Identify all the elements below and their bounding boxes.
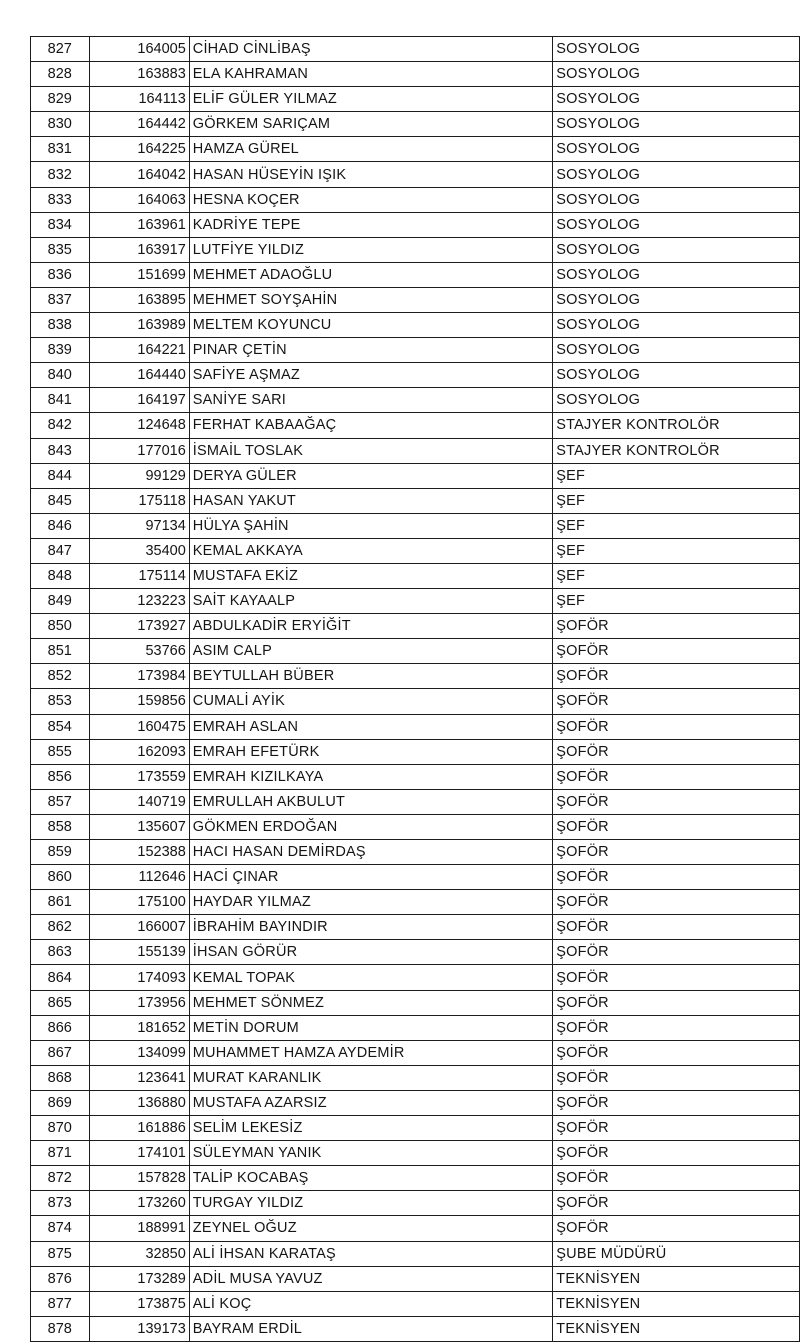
table-row [31,438,800,463]
registry-id-cell: 164221 [89,338,189,363]
table-row [31,1141,800,1166]
row-number-cell: 833 [31,187,90,212]
table-body [31,37,800,1342]
person-name-cell: SANİYE SARI [189,388,553,413]
person-name-cell: HÜLYA ŞAHİN [189,513,553,538]
table-row [31,87,800,112]
row-number-cell: 853 [31,689,90,714]
row-number-cell: 850 [31,614,90,639]
person-name-cell: ELİF GÜLER YILMAZ [189,87,553,112]
person-name-cell: CUMALİ AYİK [189,689,553,714]
row-number-cell: 868 [31,1065,90,1090]
registry-id-cell: 175118 [89,488,189,513]
job-title-cell: ŞOFÖR [553,890,800,915]
table-row [31,287,800,312]
registry-id-cell: 35400 [89,538,189,563]
job-title-cell: SOSYOLOG [553,37,800,62]
person-name-cell: ASIM CALP [189,639,553,664]
table-row [31,1241,800,1266]
job-title-cell: ŞOFÖR [553,940,800,965]
registry-id-cell: 164197 [89,388,189,413]
table-row [31,789,800,814]
person-name-cell: BEYTULLAH BÜBER [189,664,553,689]
row-number-cell: 860 [31,865,90,890]
row-number-cell: 829 [31,87,90,112]
table-row [31,840,800,865]
registry-id-cell: 163883 [89,62,189,87]
table-row [31,563,800,588]
row-number-cell: 836 [31,262,90,287]
job-title-cell: ŞEF [553,488,800,513]
table-row [31,1065,800,1090]
job-title-cell: ŞOFÖR [553,965,800,990]
job-title-cell: STAJYER KONTROLÖR [553,413,800,438]
job-title-cell: ŞOFÖR [553,1166,800,1191]
job-title-cell: TEKNİSYEN [553,1291,800,1316]
row-number-cell: 845 [31,488,90,513]
registry-id-cell: 163917 [89,237,189,262]
row-number-cell: 851 [31,639,90,664]
registry-id-cell: 123641 [89,1065,189,1090]
registry-id-cell: 173559 [89,764,189,789]
row-number-cell: 835 [31,237,90,262]
table-row [31,237,800,262]
row-number-cell: 863 [31,940,90,965]
table-row [31,739,800,764]
table-row [31,488,800,513]
job-title-cell: ŞOFÖR [553,714,800,739]
person-name-cell: İSMAİL TOSLAK [189,438,553,463]
row-number-cell: 842 [31,413,90,438]
row-number-cell: 828 [31,62,90,87]
table-row [31,162,800,187]
job-title-cell: SOSYOLOG [553,388,800,413]
person-name-cell: MEHMET SOYŞAHİN [189,287,553,312]
registry-id-cell: 163961 [89,212,189,237]
row-number-cell: 837 [31,287,90,312]
registry-id-cell: 173289 [89,1266,189,1291]
row-number-cell: 876 [31,1266,90,1291]
table-row [31,1291,800,1316]
row-number-cell: 840 [31,363,90,388]
row-number-cell: 841 [31,388,90,413]
job-title-cell: ŞOFÖR [553,840,800,865]
registry-id-cell: 53766 [89,639,189,664]
table-row [31,212,800,237]
job-title-cell: SOSYOLOG [553,212,800,237]
registry-id-cell: 160475 [89,714,189,739]
person-name-cell: GÖRKEM SARIÇAM [189,112,553,137]
table-row [31,689,800,714]
registry-id-cell: 175114 [89,563,189,588]
table-row [31,187,800,212]
registry-id-cell: 173927 [89,614,189,639]
person-name-cell: ZEYNEL OĞUZ [189,1216,553,1241]
registry-id-cell: 164442 [89,112,189,137]
table-row [31,338,800,363]
person-name-cell: PINAR ÇETİN [189,338,553,363]
registry-id-cell: 164440 [89,363,189,388]
registry-id-cell: 163989 [89,313,189,338]
table-row [31,865,800,890]
registry-id-cell: 163895 [89,287,189,312]
registry-id-cell: 173984 [89,664,189,689]
job-title-cell: ŞEF [553,563,800,588]
person-name-cell: DERYA GÜLER [189,463,553,488]
table-row [31,814,800,839]
row-number-cell: 858 [31,814,90,839]
person-name-cell: ALİ İHSAN KARATAŞ [189,1241,553,1266]
registry-id-cell: 174101 [89,1141,189,1166]
row-number-cell: 870 [31,1116,90,1141]
job-title-cell: ŞEF [553,538,800,563]
person-name-cell: EMRAH ASLAN [189,714,553,739]
person-name-cell: MUSTAFA AZARSIZ [189,1090,553,1115]
person-name-cell: BAYRAM ERDİL [189,1316,553,1341]
table-row [31,1116,800,1141]
row-number-cell: 877 [31,1291,90,1316]
job-title-cell: ŞOFÖR [553,789,800,814]
row-number-cell: 866 [31,1015,90,1040]
job-title-cell: ŞOFÖR [553,814,800,839]
table-row [31,538,800,563]
job-title-cell: SOSYOLOG [553,262,800,287]
person-name-cell: HACI HASAN DEMİRDAŞ [189,840,553,865]
table-row [31,890,800,915]
person-name-cell: MUHAMMET HAMZA AYDEMİR [189,1040,553,1065]
job-title-cell: ŞOFÖR [553,915,800,940]
registry-id-cell: 155139 [89,940,189,965]
registry-id-cell: 164042 [89,162,189,187]
person-name-cell: ALİ KOÇ [189,1291,553,1316]
row-number-cell: 846 [31,513,90,538]
person-name-cell: MEHMET SÖNMEZ [189,990,553,1015]
row-number-cell: 852 [31,664,90,689]
table-row [31,137,800,162]
person-name-cell: EMRAH KIZILKAYA [189,764,553,789]
registry-id-cell: 135607 [89,814,189,839]
job-title-cell: SOSYOLOG [553,112,800,137]
table-row [31,714,800,739]
row-number-cell: 847 [31,538,90,563]
person-name-cell: HESNA KOÇER [189,187,553,212]
job-title-cell: ŞOFÖR [553,1065,800,1090]
row-number-cell: 838 [31,313,90,338]
row-number-cell: 855 [31,739,90,764]
registry-id-cell: 173956 [89,990,189,1015]
job-title-cell: ŞEF [553,463,800,488]
person-name-cell: MEHMET ADAOĞLU [189,262,553,287]
row-number-cell: 869 [31,1090,90,1115]
row-number-cell: 875 [31,1241,90,1266]
row-number-cell: 859 [31,840,90,865]
person-name-cell: TALİP KOCABAŞ [189,1166,553,1191]
table-row [31,990,800,1015]
job-title-cell: SOSYOLOG [553,62,800,87]
row-number-cell: 830 [31,112,90,137]
table-row [31,363,800,388]
job-title-cell: ŞOFÖR [553,689,800,714]
person-name-cell: SAFİYE AŞMAZ [189,363,553,388]
table-row [31,262,800,287]
row-number-cell: 843 [31,438,90,463]
registry-id-cell: 161886 [89,1116,189,1141]
personnel-table [30,36,800,1342]
person-name-cell: KEMAL AKKAYA [189,538,553,563]
table-row [31,1216,800,1241]
row-number-cell: 849 [31,589,90,614]
person-name-cell: SAİT KAYAALP [189,589,553,614]
registry-id-cell: 164225 [89,137,189,162]
table-row [31,37,800,62]
registry-id-cell: 164113 [89,87,189,112]
registry-id-cell: 164005 [89,37,189,62]
row-number-cell: 857 [31,789,90,814]
registry-id-cell: 174093 [89,965,189,990]
person-name-cell: FERHAT KABAAĞAÇ [189,413,553,438]
job-title-cell: TEKNİSYEN [553,1266,800,1291]
job-title-cell: SOSYOLOG [553,187,800,212]
job-title-cell: SOSYOLOG [553,338,800,363]
table-row [31,965,800,990]
job-title-cell: ŞOFÖR [553,1191,800,1216]
job-title-cell: ŞOFÖR [553,1015,800,1040]
job-title-cell: TEKNİSYEN [553,1316,800,1341]
table-row [31,388,800,413]
table-row [31,112,800,137]
job-title-cell: STAJYER KONTROLÖR [553,438,800,463]
person-name-cell: CİHAD CİNLİBAŞ [189,37,553,62]
registry-id-cell: 140719 [89,789,189,814]
row-number-cell: 872 [31,1166,90,1191]
person-name-cell: İHSAN GÖRÜR [189,940,553,965]
table-row [31,639,800,664]
job-title-cell: SOSYOLOG [553,313,800,338]
registry-id-cell: 162093 [89,739,189,764]
registry-id-cell: 139173 [89,1316,189,1341]
table-row [31,1266,800,1291]
table-row [31,764,800,789]
person-name-cell: HASAN YAKUT [189,488,553,513]
person-name-cell: ELA KAHRAMAN [189,62,553,87]
job-title-cell: ŞOFÖR [553,664,800,689]
job-title-cell: ŞEF [553,513,800,538]
person-name-cell: TURGAY YILDIZ [189,1191,553,1216]
person-name-cell: İBRAHİM BAYINDIR [189,915,553,940]
registry-id-cell: 123223 [89,589,189,614]
table-row [31,413,800,438]
registry-id-cell: 157828 [89,1166,189,1191]
table-row [31,589,800,614]
table-row [31,513,800,538]
registry-id-cell: 175100 [89,890,189,915]
job-title-cell: SOSYOLOG [553,237,800,262]
job-title-cell: ŞOFÖR [553,739,800,764]
registry-id-cell: 32850 [89,1241,189,1266]
registry-id-cell: 152388 [89,840,189,865]
job-title-cell: SOSYOLOG [553,87,800,112]
job-title-cell: ŞOFÖR [553,639,800,664]
person-name-cell: LUTFİYE YILDIZ [189,237,553,262]
table-row [31,1040,800,1065]
table-row [31,915,800,940]
job-title-cell: SOSYOLOG [553,162,800,187]
registry-id-cell: 136880 [89,1090,189,1115]
row-number-cell: 874 [31,1216,90,1241]
person-name-cell: SELİM LEKESİZ [189,1116,553,1141]
table-row [31,1015,800,1040]
job-title-cell: ŞUBE MÜDÜRÜ [553,1241,800,1266]
person-name-cell: HAYDAR YILMAZ [189,890,553,915]
registry-id-cell: 166007 [89,915,189,940]
job-title-cell: ŞOFÖR [553,990,800,1015]
table-row [31,1090,800,1115]
registry-id-cell: 159856 [89,689,189,714]
job-title-cell: SOSYOLOG [553,137,800,162]
registry-id-cell: 112646 [89,865,189,890]
table-row [31,313,800,338]
person-name-cell: KEMAL TOPAK [189,965,553,990]
job-title-cell: SOSYOLOG [553,363,800,388]
row-number-cell: 878 [31,1316,90,1341]
person-name-cell: METİN DORUM [189,1015,553,1040]
registry-id-cell: 151699 [89,262,189,287]
row-number-cell: 831 [31,137,90,162]
job-title-cell: ŞOFÖR [553,1040,800,1065]
person-name-cell: SÜLEYMAN YANIK [189,1141,553,1166]
job-title-cell: ŞOFÖR [553,1216,800,1241]
person-name-cell: EMRULLAH AKBULUT [189,789,553,814]
person-name-cell: EMRAH EFETÜRK [189,739,553,764]
person-name-cell: KADRİYE TEPE [189,212,553,237]
job-title-cell: ŞEF [553,589,800,614]
job-title-cell: ŞOFÖR [553,1090,800,1115]
table-row [31,614,800,639]
registry-id-cell: 164063 [89,187,189,212]
registry-id-cell: 188991 [89,1216,189,1241]
person-name-cell: MELTEM KOYUNCU [189,313,553,338]
row-number-cell: 854 [31,714,90,739]
row-number-cell: 848 [31,563,90,588]
table-row [31,664,800,689]
table-row [31,1166,800,1191]
registry-id-cell: 99129 [89,463,189,488]
person-name-cell: ABDULKADİR ERYİĞİT [189,614,553,639]
registry-id-cell: 97134 [89,513,189,538]
row-number-cell: 861 [31,890,90,915]
person-name-cell: ADİL MUSA YAVUZ [189,1266,553,1291]
row-number-cell: 873 [31,1191,90,1216]
row-number-cell: 862 [31,915,90,940]
row-number-cell: 839 [31,338,90,363]
person-name-cell: MURAT KARANLIK [189,1065,553,1090]
person-name-cell: HAMZA GÜREL [189,137,553,162]
registry-id-cell: 181652 [89,1015,189,1040]
row-number-cell: 827 [31,37,90,62]
registry-id-cell: 173260 [89,1191,189,1216]
person-name-cell: HASAN HÜSEYİN IŞIK [189,162,553,187]
registry-id-cell: 124648 [89,413,189,438]
row-number-cell: 865 [31,990,90,1015]
table-row [31,1191,800,1216]
table-row [31,62,800,87]
row-number-cell: 834 [31,212,90,237]
row-number-cell: 844 [31,463,90,488]
job-title-cell: ŞOFÖR [553,764,800,789]
job-title-cell: ŞOFÖR [553,865,800,890]
person-name-cell: GÖKMEN ERDOĞAN [189,814,553,839]
person-name-cell: MUSTAFA EKİZ [189,563,553,588]
row-number-cell: 864 [31,965,90,990]
row-number-cell: 871 [31,1141,90,1166]
registry-id-cell: 173875 [89,1291,189,1316]
registry-id-cell: 134099 [89,1040,189,1065]
row-number-cell: 856 [31,764,90,789]
row-number-cell: 832 [31,162,90,187]
registry-id-cell: 177016 [89,438,189,463]
person-name-cell: HACİ ÇINAR [189,865,553,890]
table-row [31,1316,800,1341]
job-title-cell: SOSYOLOG [553,287,800,312]
table-row [31,463,800,488]
job-title-cell: ŞOFÖR [553,614,800,639]
row-number-cell: 867 [31,1040,90,1065]
job-title-cell: ŞOFÖR [553,1141,800,1166]
job-title-cell: ŞOFÖR [553,1116,800,1141]
table-row [31,940,800,965]
